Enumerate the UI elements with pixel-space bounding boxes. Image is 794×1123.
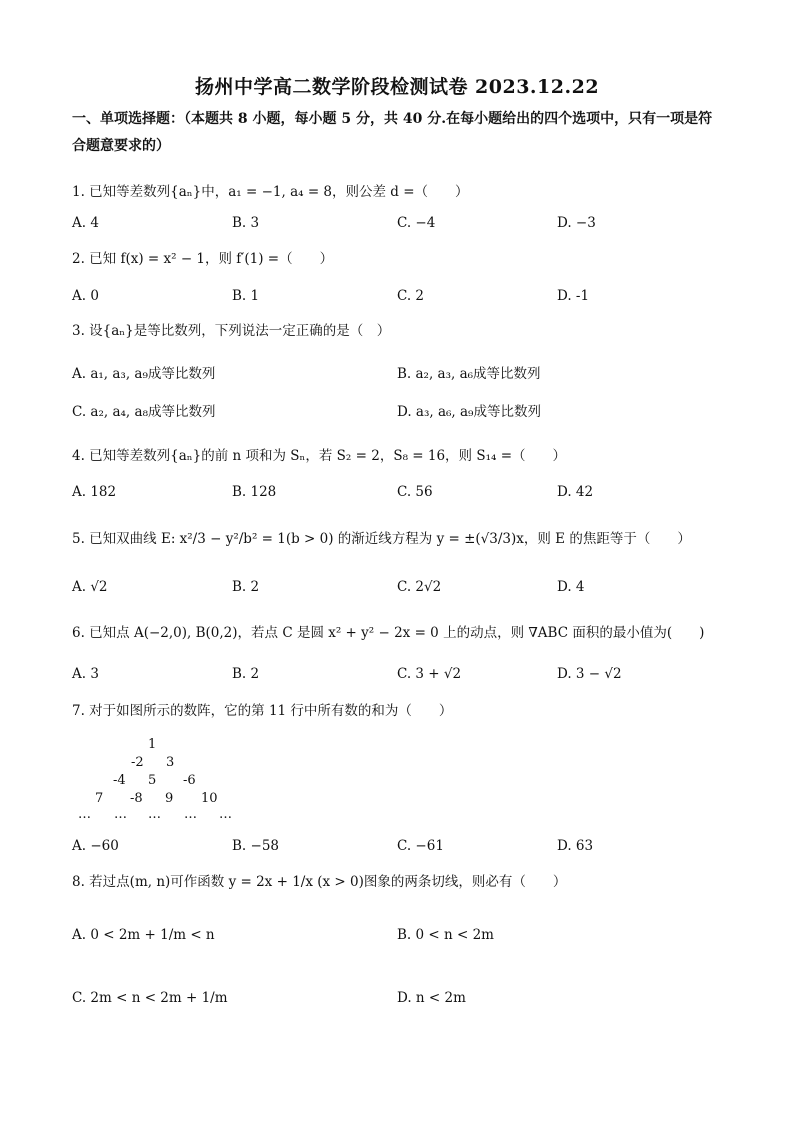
question-5-stem: 5. 已知双曲线 E: x²/3 − y²/b² = 1(b > 0) 的渐近线方程为 y = ±(√3/3)x，则 E 的焦距等于（ ） — [72, 531, 691, 547]
question-8-stem: 8. 若过点(m, n)可作函数 y = 2x + 1/x (x > 0)图象的两条切线，则必有（ ） — [72, 874, 567, 890]
question-1-option-b: B. 3 — [232, 215, 260, 231]
question-3-option-d: D. a₃, a₆, a₉成等比数列 — [397, 404, 541, 420]
question-8-option-d: D. n < 2m — [397, 990, 466, 1006]
question-6-option-c: C. 3 + √2 — [397, 666, 462, 682]
question-6-stem: 6. 已知点 A(−2,0), B(0,2)，若点 C 是圆 x² + y² − 2x = 0 上的动点，则 ∇ABC 面积的最小值为( ) — [72, 625, 705, 641]
triangle-cell: … — [78, 807, 91, 822]
question-7-stem: 7. 对于如图所示的数阵，它的第 11 行中所有数的和为（ ） — [72, 703, 453, 719]
triangle-cell: 9 — [165, 791, 174, 806]
triangle-cell: 5 — [148, 773, 157, 788]
question-7-option-a: A. −60 — [72, 838, 119, 854]
section-heading: 一、单项选择题：（本题共 8 小题，每小题 5 分，共 40 分.在每小题给出的四个选项中，只有一项是符合题意要求的） — [72, 111, 713, 154]
question-7-option-b: B. −58 — [232, 838, 279, 854]
question-8-option-b: B. 0 < n < 2m — [397, 927, 494, 943]
question-1-option-c: C. −4 — [397, 215, 436, 231]
question-4-option-b: B. 128 — [232, 484, 277, 500]
triangle-cell: 7 — [95, 791, 104, 806]
triangle-cell: -2 — [131, 755, 144, 770]
question-2-option-b: B. 1 — [232, 288, 260, 304]
question-3-option-b: B. a₂, a₃, a₆成等比数列 — [397, 366, 541, 382]
question-3-option-a: A. a₁, a₃, a₉成等比数列 — [72, 366, 216, 382]
triangle-cell: 10 — [201, 791, 218, 806]
question-1-option-a: A. 4 — [72, 215, 99, 231]
question-4-option-a: A. 182 — [72, 484, 117, 500]
question-8-option-c: C. 2m < n < 2m + 1/m — [72, 990, 228, 1006]
question-1-option-d: D. −3 — [557, 215, 596, 231]
question-4-option-c: C. 56 — [397, 484, 433, 500]
triangle-cell: 3 — [166, 755, 175, 770]
triangle-cell: … — [219, 807, 232, 822]
question-6-option-b: B. 2 — [232, 666, 260, 682]
triangle-cell: … — [114, 807, 127, 822]
question-2-option-d: D. -1 — [557, 288, 590, 304]
question-7-option-c: C. −61 — [397, 838, 444, 854]
question-6-option-d: D. 3 − √2 — [557, 666, 622, 682]
question-3-stem: 3. 设{aₙ}是等比数列，下列说法一定正确的是（ ） — [72, 323, 391, 339]
question-5-option-c: C. 2√2 — [397, 579, 442, 595]
triangle-cell: 1 — [148, 737, 157, 752]
question-7-option-d: D. 63 — [557, 838, 594, 854]
question-3-option-c: C. a₂, a₄, a₈成等比数列 — [72, 404, 216, 420]
triangle-cell: … — [184, 807, 197, 822]
triangle-cell: -4 — [113, 773, 126, 788]
question-2-option-a: A. 0 — [72, 288, 99, 304]
triangle-cell: … — [148, 807, 161, 822]
question-5-option-a: A. √2 — [72, 579, 108, 595]
triangle-cell: -8 — [130, 791, 143, 806]
question-1-stem: 1. 已知等差数列{aₙ}中，a₁ = −1, a₄ = 8，则公差 d =（ ） — [72, 184, 469, 200]
question-5-option-b: B. 2 — [232, 579, 260, 595]
question-6-option-a: A. 3 — [72, 666, 99, 682]
question-4-stem: 4. 已知等差数列{aₙ}的前 n 项和为 Sₙ，若 S₂ = 2，S₈ = 16，则 S₁₄ =（ ） — [72, 448, 567, 464]
question-4-option-d: D. 42 — [557, 484, 594, 500]
question-8-option-a: A. 0 < 2m + 1/m < n — [72, 927, 215, 943]
question-5-option-d: D. 4 — [557, 579, 585, 595]
question-2-stem: 2. 已知 f(x) = x² − 1，则 f′(1) =（ ） — [72, 251, 334, 267]
question-2-option-c: C. 2 — [397, 288, 425, 304]
page-title: 扬州中学高二数学阶段检测试卷 2023.12.22 — [194, 76, 600, 98]
triangle-cell: -6 — [183, 773, 196, 788]
